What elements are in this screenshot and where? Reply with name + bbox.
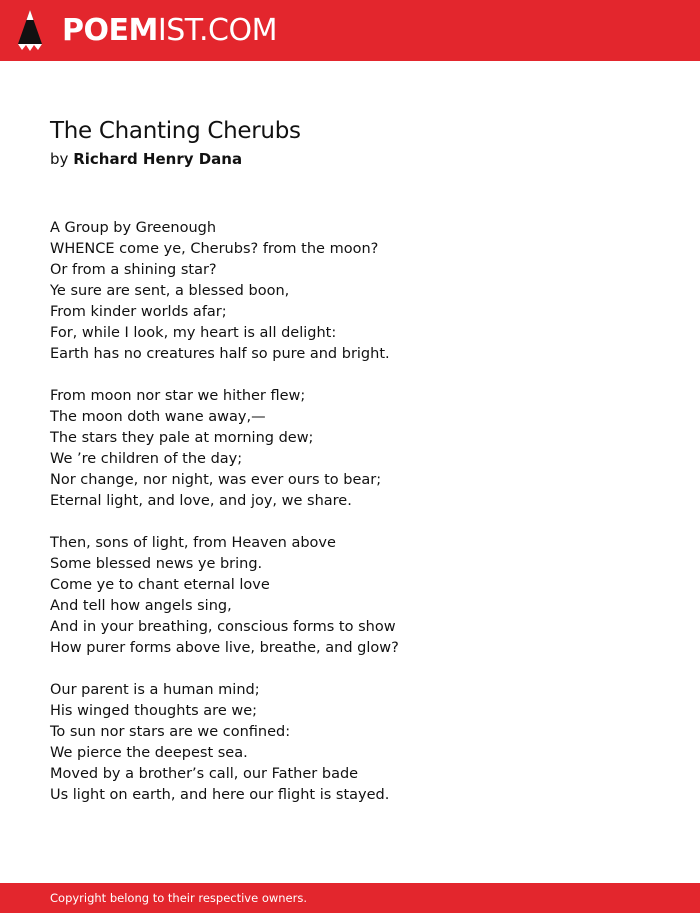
poem-line: Or from a shining star? — [50, 262, 217, 278]
poem-title: The Chanting Cherubs — [50, 118, 301, 144]
poem-line: Nor change, nor night, was ever ours to bear; — [50, 472, 382, 488]
poem-line: How purer forms above live, breathe, and glow? — [50, 640, 399, 656]
poem-body — [50, 218, 650, 827]
poem-line: Ye sure are sent, a blessed boon, — [50, 283, 290, 299]
poem-line: Us light on earth, and here our flight is stayed. — [50, 787, 390, 803]
poem-line: His winged thoughts are we; — [50, 703, 258, 719]
brand-light: IST.COM — [157, 13, 277, 48]
poem-line: Some blessed news ye bring. — [50, 556, 263, 572]
poem-line: A Group by Greenough — [50, 220, 217, 236]
poem-line: And tell how angels sing, — [50, 598, 232, 614]
poem-line: Come ye to chant eternal love — [50, 577, 270, 593]
poem-line: Our parent is a human mind; — [50, 682, 260, 698]
poem-line: Earth has no creatures half so pure and bright. — [50, 346, 390, 362]
poem-line: The stars they pale at morning dew; — [50, 430, 314, 446]
poem-line: From moon nor star we hither flew; — [50, 388, 306, 404]
poem-line: The moon doth wane away,— — [50, 409, 266, 425]
poem-line: Eternal light, and love, and joy, we share. — [50, 493, 352, 509]
poem-stanza — [50, 533, 650, 659]
poem-stanza — [50, 218, 650, 365]
poem-line: Moved by a brother’s call, our Father bade — [50, 766, 359, 782]
poem-byline — [50, 148, 242, 170]
poem-stanza — [50, 680, 650, 806]
brand-bold: POEM — [62, 13, 158, 48]
site-logo-text[interactable] — [62, 13, 277, 49]
site-header — [0, 0, 700, 61]
poem-line: We ’re children of the day; — [50, 451, 243, 467]
poem-line: To sun nor stars are we confined: — [50, 724, 291, 740]
poem-stanza — [50, 386, 650, 512]
pencil-tip-icon[interactable] — [18, 10, 42, 52]
poem-line: WHENCE come ye, Cherubs? from the moon? — [50, 241, 379, 257]
poem-author: Richard Henry Dana — [73, 150, 243, 168]
site-footer — [0, 883, 700, 913]
copyright-notice: Copyright belong to their respective owners. — [50, 891, 308, 905]
poem-line: For, while I look, my heart is all delight: — [50, 325, 337, 341]
by-prefix: by — [50, 150, 69, 168]
poem-line: And in your breathing, conscious forms to show — [50, 619, 396, 635]
poem-line: Then, sons of light, from Heaven above — [50, 535, 336, 551]
poem-line: From kinder worlds afar; — [50, 304, 227, 320]
poem-line: We pierce the deepest sea. — [50, 745, 248, 761]
